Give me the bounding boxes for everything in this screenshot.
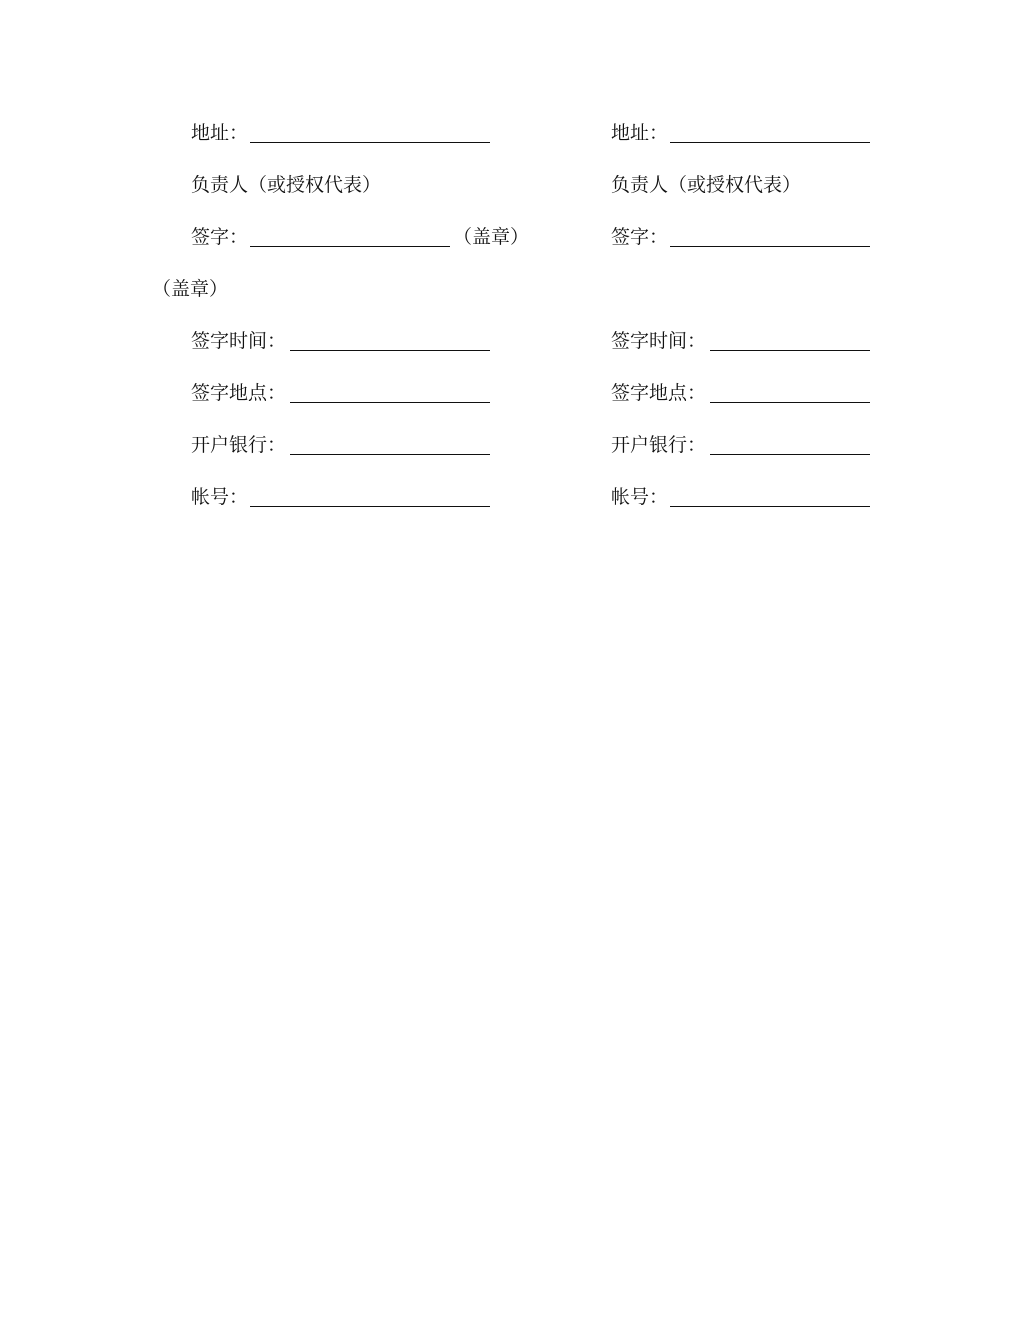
party-b-bank-field[interactable] bbox=[710, 454, 870, 455]
party-a-representative-label: 负责人（或授权代表） bbox=[191, 174, 382, 196]
party-a-bank-field[interactable] bbox=[290, 454, 490, 455]
party-a-sign-place-label: 签字地点： bbox=[191, 382, 287, 404]
party-a-account-label: 帐号： bbox=[191, 486, 249, 508]
party-b-address-label: 地址： bbox=[611, 122, 669, 144]
party-a-sign-place-field[interactable] bbox=[290, 402, 490, 403]
party-b-signature-label: 签字： bbox=[611, 226, 669, 248]
party-b-account-label: 帐号： bbox=[611, 486, 669, 508]
party-b-representative-label: 负责人（或授权代表） bbox=[611, 174, 802, 196]
party-a-bank-label: 开户银行： bbox=[191, 434, 287, 456]
party-a-seal-wrapped: （盖章） bbox=[152, 278, 229, 300]
party-a-signature-label: 签字： bbox=[191, 226, 249, 248]
party-b-address-field[interactable] bbox=[670, 142, 870, 143]
party-b-sign-place-field[interactable] bbox=[710, 402, 870, 403]
party-b-account-field[interactable] bbox=[670, 506, 870, 507]
party-a-sign-time-field[interactable] bbox=[290, 350, 490, 351]
party-a-account-field[interactable] bbox=[250, 506, 490, 507]
party-a-address-field[interactable] bbox=[250, 142, 490, 143]
party-a-signature-field[interactable] bbox=[250, 246, 450, 247]
party-a-sign-time-label: 签字时间： bbox=[191, 330, 287, 352]
party-b-sign-place-label: 签字地点： bbox=[611, 382, 707, 404]
party-b-sign-time-field[interactable] bbox=[710, 350, 870, 351]
party-b-bank-label: 开户银行： bbox=[611, 434, 707, 456]
party-a-address-label: 地址： bbox=[191, 122, 249, 144]
party-b-sign-time-label: 签字时间： bbox=[611, 330, 707, 352]
party-a-seal-suffix: （盖章） bbox=[453, 226, 530, 248]
party-b-signature-field[interactable] bbox=[670, 246, 870, 247]
